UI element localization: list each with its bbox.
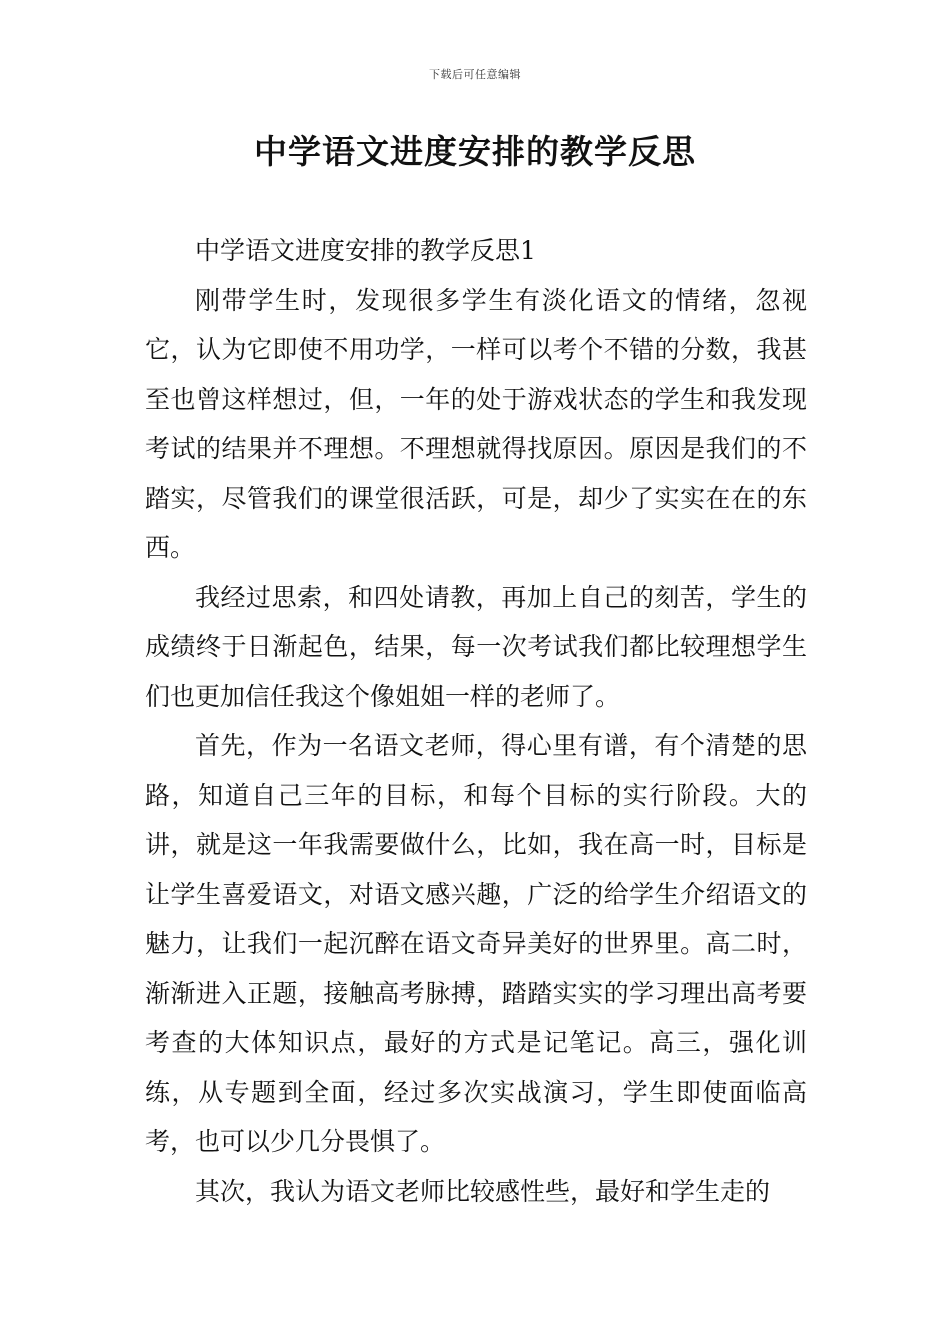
section-heading: 中学语文进度安排的教学反思1 (195, 236, 536, 265)
document-title: 中学语文进度安排的教学反思 (254, 132, 696, 171)
paragraph-4: 其次，我认为语文老师比较感性些，最好和学生走的 (195, 1176, 771, 1206)
paragraph-2: 我经过思索，和四处请教，再加上自己的刻苦，学生的成绩终于日渐起色，结果，每一次考试我们都比较理想学生们也更加信任我这个像姐姐一样的老师了。 (145, 582, 807, 711)
document-body (145, 226, 807, 1216)
paragraph-1: 刚带学生时，发现很多学生有淡化语文的情绪，忽视它，认为它即使不用功学，一样可以考个不错的分数，我甚至也曾这样想过，但，一年的处于游戏状态的学生和我发现考试的结果并不理想。不理想就得找原因。原因是我们的不踏实，尽管我们的课堂很活跃，可是，却少了实实在在的东西。 (145, 285, 807, 562)
paragraph-3: 首先，作为一名语文老师，得心里有谱，有个清楚的思路，知道自己三年的目标，和每个目标的实行阶段。大的讲，就是这一年我需要做什么，比如，我在高一时，目标是让学生喜爱语文，对语文感兴趣，广泛的给学生介绍语文的魅力，让我们一起沉醉在语文奇异美好的世界里。高二时，渐渐进入正题，接触高考脉搏，踏踏实实的学习理出高考要考查的大体知识点，最好的方式是记笔记。高三，强化训练，从专题到全面，经过多次实战演习，学生即使面临高考，也可以少几分畏惧了。 (145, 731, 807, 1156)
header-note: 下载后可任意编辑 (429, 68, 521, 81)
